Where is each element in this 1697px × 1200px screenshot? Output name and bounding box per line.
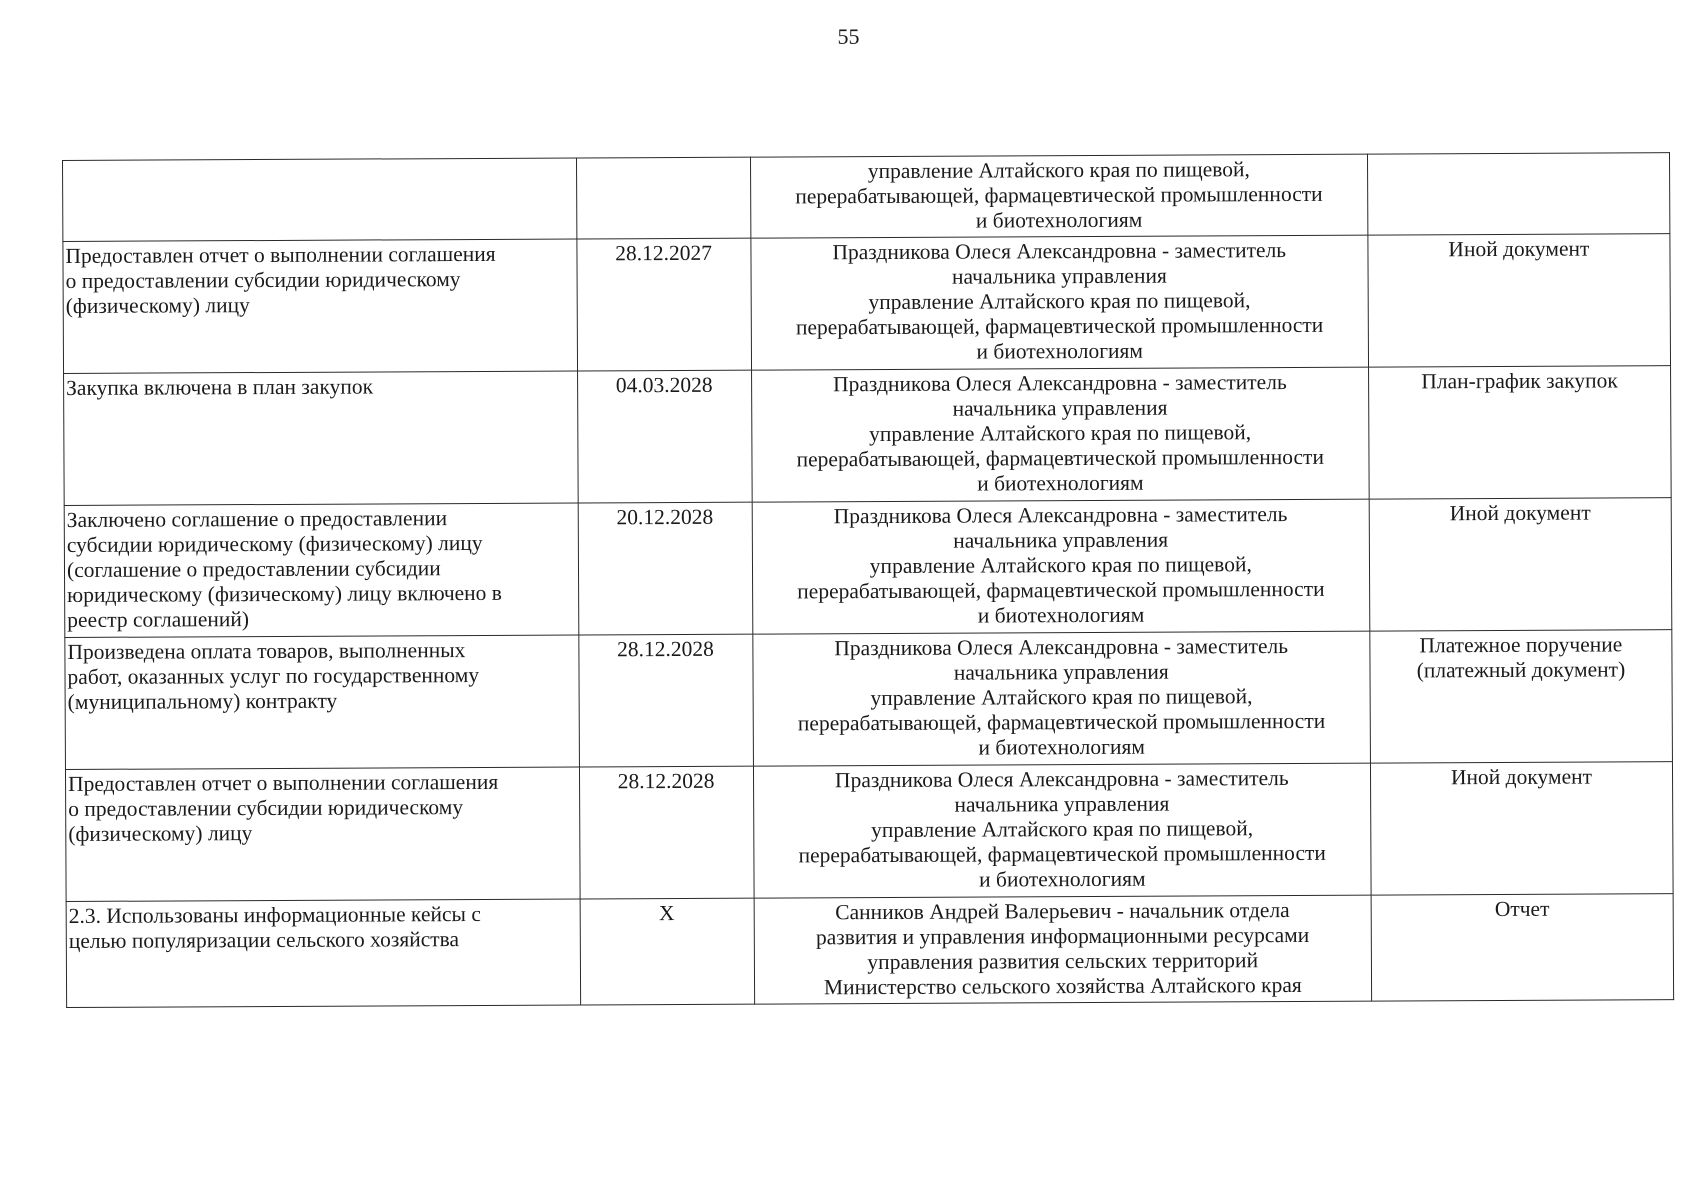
responsible-line: и биотехнологиям xyxy=(976,338,1144,364)
responsible-line: управление Алтайского края по пищевой, xyxy=(867,157,1250,184)
table-row xyxy=(66,894,1673,1008)
responsible-line: Праздникова Олеся Александровна - заместитель xyxy=(832,238,1287,265)
responsible-line: управление Алтайского края по пищевой, xyxy=(869,552,1252,579)
responsible-line: начальника управления xyxy=(952,395,1168,421)
responsible-line: перерабатывающей, фармацевтической промышленности xyxy=(797,576,1325,604)
responsible-cell xyxy=(754,895,1372,1004)
event-line: Закупка включена в план закупок xyxy=(66,374,374,400)
event-line: Произведена оплата товаров, выполненных xyxy=(67,638,466,664)
responsible-line: управление Алтайского края по пищевой, xyxy=(870,684,1253,711)
event-cell xyxy=(63,158,577,242)
event-line: реестр соглашений) xyxy=(67,607,250,632)
responsible-line: Праздникова Олеся Александровна - заместитель xyxy=(833,370,1287,397)
responsible-line: и биотехнологиям xyxy=(979,866,1146,892)
document-cell xyxy=(1367,153,1669,235)
responsible-cell xyxy=(752,499,1370,634)
responsible-line: и биотехнологиям xyxy=(977,470,1144,496)
responsible-line: Праздникова Олеся Александровна - заместитель xyxy=(833,502,1288,529)
event-line: о предоставлении субсидии юридическому xyxy=(68,795,464,821)
responsible-line: и биотехнологиям xyxy=(977,602,1145,628)
document-line: План-график закупок xyxy=(1421,368,1618,394)
event-line: Предоставлен отчет о выполнении соглашения xyxy=(65,241,496,268)
event-cell xyxy=(64,503,578,638)
responsible-line: перерабатывающей, фармацевтической промышленности xyxy=(796,444,1324,472)
responsible-line: управление Алтайского края по пищевой, xyxy=(868,288,1251,315)
table-row xyxy=(63,153,1670,242)
event-line: 2.3. Использованы информационные кейсы с xyxy=(68,901,481,928)
date-cell: 28.12.2027 xyxy=(576,238,751,371)
responsible-line: управление Алтайского края по пищевой, xyxy=(871,816,1254,843)
document-line: Иной документ xyxy=(1448,236,1590,262)
document-cell xyxy=(1371,894,1674,1001)
responsible-cell xyxy=(751,235,1369,370)
date-cell: 04.03.2028 xyxy=(577,370,752,503)
responsible-line: перерабатывающей, фармацевтической промышленности xyxy=(795,312,1324,340)
plan-table xyxy=(62,152,1674,1008)
responsible-line: Санников Андрей Валерьевич - начальник отдела xyxy=(835,898,1290,925)
event-line: работ, оказанных услуг по государственному xyxy=(67,662,480,689)
responsible-line: и биотехнологиям xyxy=(978,734,1145,760)
event-line: Предоставлен отчет о выполнении соглашения xyxy=(67,769,499,796)
event-line: (муниципальному) контракту xyxy=(67,688,338,714)
page-number: 55 xyxy=(837,24,860,49)
document-line: Иной документ xyxy=(1449,500,1591,526)
responsible-line: Праздникова Олеся Александровна - заместитель xyxy=(834,766,1289,793)
event-line: (физическому) лицу xyxy=(68,821,253,846)
table-row xyxy=(64,366,1672,506)
responsible-line: Праздникова Олеся Александровна - заместитель xyxy=(834,634,1289,661)
responsible-line: развития и управления информационными ресурсами xyxy=(815,922,1310,950)
date-cell: 20.12.2028 xyxy=(578,502,753,635)
responsible-line: управления развития сельских территорий xyxy=(867,948,1259,975)
document-cell xyxy=(1370,762,1673,895)
document-line: Отчет xyxy=(1494,896,1550,922)
date-cell xyxy=(576,157,751,239)
event-line: (физическому) лицу xyxy=(65,293,250,318)
responsible-line: начальника управления xyxy=(954,791,1170,817)
event-cell xyxy=(65,767,579,902)
responsible-line: управление Алтайского края по пищевой, xyxy=(869,420,1252,447)
document-line: Платежное поручение xyxy=(1419,632,1623,658)
document-cell xyxy=(1370,630,1673,763)
responsible-line: Министерство сельского хозяйства Алтайского края xyxy=(823,972,1302,1000)
event-cell xyxy=(63,239,577,374)
event-cell xyxy=(65,635,579,770)
table-row xyxy=(64,498,1672,638)
responsible-line: перерабатывающей, фармацевтической промышленности xyxy=(797,708,1326,736)
document-line: (платежный документ) xyxy=(1416,657,1626,683)
responsible-line: начальника управления xyxy=(953,527,1169,553)
responsible-line: начальника управления xyxy=(953,659,1169,685)
document-cell xyxy=(1368,234,1671,367)
responsible-cell xyxy=(750,154,1368,238)
date-cell: X xyxy=(580,898,755,1005)
event-line: юридическому (физическому) лицу включено в xyxy=(67,580,502,607)
event-line: целью популяризации сельского хозяйства xyxy=(68,927,460,953)
responsible-cell xyxy=(751,367,1369,502)
responsible-cell xyxy=(753,763,1371,898)
date-cell: 28.12.2028 xyxy=(579,766,754,899)
document-cell xyxy=(1368,366,1671,499)
responsible-cell xyxy=(753,631,1371,766)
date-cell: 28.12.2028 xyxy=(578,634,753,767)
event-line: (соглашение о предоставлении субсидии xyxy=(66,556,441,582)
event-line: субсидии юридическому (физическому) лицу xyxy=(66,530,483,557)
responsible-line: перерабатывающей, фармацевтической промышленности xyxy=(798,840,1326,868)
table-row xyxy=(65,762,1673,902)
responsible-line: начальника управления xyxy=(951,263,1167,289)
event-line: Заключено соглашение о предоставлении xyxy=(66,506,448,532)
event-cell xyxy=(66,899,580,1008)
table-row xyxy=(65,630,1673,770)
event-line: о предоставлении субсидии юридическому xyxy=(65,267,461,293)
responsible-line: перерабатывающей, фармацевтической промышленности xyxy=(795,181,1323,209)
table-row xyxy=(63,234,1671,374)
document-cell xyxy=(1369,498,1672,631)
event-cell xyxy=(64,371,578,506)
document-line: Иной документ xyxy=(1450,764,1593,790)
responsible-line: и биотехнологиям xyxy=(975,207,1143,233)
